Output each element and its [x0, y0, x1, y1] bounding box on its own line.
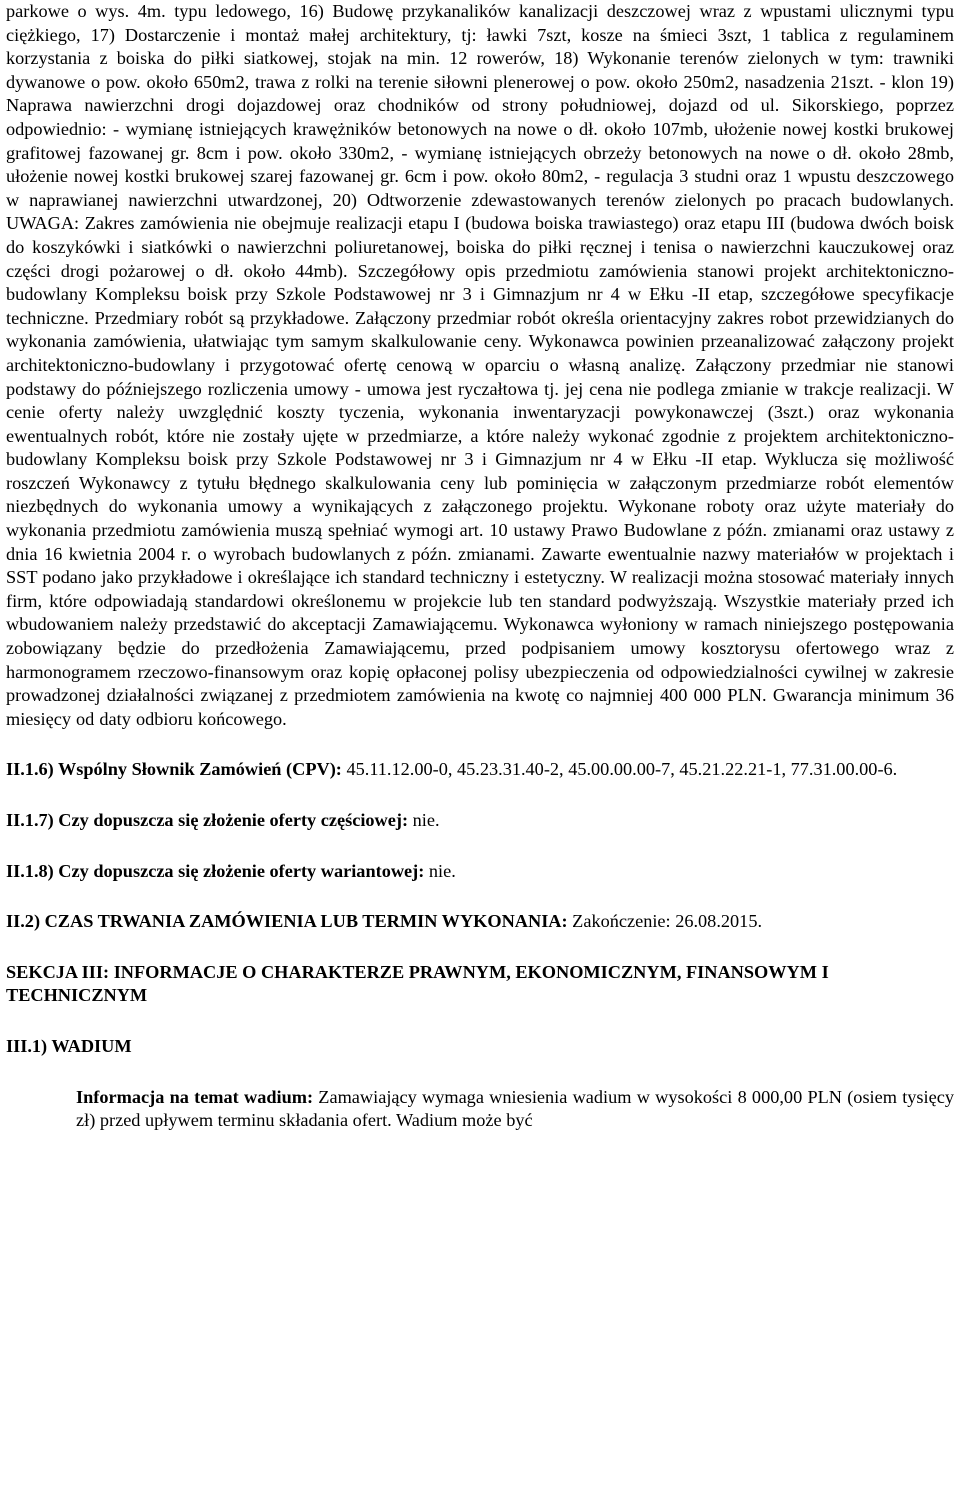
wadium-heading: III.1) WADIUM [6, 1035, 132, 1056]
document-page [6, 0, 954, 1133]
cpv-label: II.1.6) Wspólny Słownik Zamówień (CPV): [6, 759, 342, 780]
section-iii-title: SEKCJA III: INFORMACJE O CHARAKTERZE PRAWNYM, EKONOMICZNYM, FINANSOWYM I TECHNICZNYM [6, 961, 829, 1006]
duration-label: II.2) CZAS TRWANIA ZAMÓWIENIA LUB TERMIN WYKONANIA: [6, 911, 568, 932]
duration-entry [6, 910, 954, 934]
partial-offer-entry [6, 809, 954, 833]
variant-offer-label: II.1.8) Czy dopuszcza się złożenie oferty wariantowej: [6, 860, 425, 881]
variant-offer-value: nie. [424, 860, 456, 881]
order-description-paragraph: parkowe o wys. 4m. typu ledowego, 16) Budowę przykanalików kanalizacji deszczowej wraz z wpustami ulicznymi typu ciężkiego, 17) Dostarczenie i montaż małej architektury, tj: ławki 7szt, kosze na śmieci 3szt, 1 tablica z regulaminem korzystania z boiska do piłki siatkowej, stojak na min. 12 rowerów, 18) Wykonanie terenów zielonych w tym: trawniki dywanowe o pow. około 650m2, trawa z rolki na terenie siłowni plenerowej o pow. około 250m2, nasadzenia 21szt. - klon 19) Naprawa nawierzchni drogi dojazdowej oraz chodników od strony południowej, dojazd od ul. Sikorskiego, poprzez odpowiednio: - wymianę istniejących krawężników betonowych na nowe o dł. około 107mb, ułożenie nowej kostki brukowej grafitowej fazowanej gr. 8cm i pow. około 330m2, - wymianę istniejących obrzeży betonowych na nowe o dł. około 28mb, ułożenie nowej kostki brukowej szarej fazowanej gr. 6cm i pow. około 80m2, - regulacja 3 studni oraz 1 wpustu deszczowego w naprawianej nawierzchni utwardzonej, 20) Odtworzenie zdewastowanych terenów zielonych po pracach budowlanych. UWAGA: Zakres zamówienia nie obejmuje realizacji etapu I (budowa boiska trawiastego) oraz etapu III (budowa dwóch boisk do koszykówki i siatkówki o nawierzchni poliuretanowej, boiska do piłki ręcznej i tenisa o nawierzchni kauczukowej oraz części drogi pożarowej o dł. około 44mb). Szczegółowy opis przedmiotu zamówienia stanowi projekt architektoniczno-budowlany Kompleksu boisk przy Szkole Podstawowej nr 3 i Gimnazjum nr 4 w Ełku -II etap, szczegółowe specyfikacje techniczne. Przedmiary robót są przykładowe. Załączony przedmiar robót określa orientacyjny zakres robot przewidzianych do wykonania zamówienia, ułatwiając tym samym skalkulowanie ceny. Wykonawca powinien przeanalizować załączony projekt architektoniczno-budowlany i przygotować ofertę cenową w oparciu o własną analizę. Załączony przedmiar nie stanowi podstawy do późniejszego rozliczenia umowy - umowa jest ryczałtowa tj. jej cena nie podlega zmianie w trakcje realizacji. W cenie oferty należy uwzględnić koszty tyczenia, wykonania inwentaryzacji powykonawczej (3szt.) oraz wykonania ewentualnych robót, które nie zostały ujęte w przedmiarze, a które należy wykonać zgodnie z projektem architektoniczno-budowlany Kompleksu boisk przy Szkole Podstawowej nr 3 i Gimnazjum nr 4 w Ełku -II etap. Wyklucza się możliwość roszczeń Wykonawcy z tytułu błędnego skalkulowania ceny lub pominięcia w załączonym przedmiarze robót elementów niezbędnych do wykonania umowy a wynikających z załączonego projektu. Wykonane roboty oraz użyte materiały do wykonania przedmiotu zamówienia muszą spełniać wymogi art. 10 ustawy Prawo Budowlane z późn. zmianami oraz ustawy z dnia 16 kwietnia 2004 r. o wyrobach budowlanych z późn. zmianami. Zawarte ewentualnie nazwy materiałów w projektach i SST podano jako przykładowe i określające ich standard techniczny i estetyczny. W realizacji można stosować materiały innych firm, które odpowiadają standardowi określonemu w projekcie lub ten standard podwyższają. Wszystkie materiały przed ich wbudowaniem należy przedstawić do akceptacji Zamawiającemu. Wykonawca wyłoniony w ramach niniejszego postępowania zobowiązany będzie do przedłożenia Zamawiającemu, przed podpisaniem umowy kosztorysu ofertowego wraz z harmonogramem rzeczowo-finansowym oraz kopię opłaconej polisy ubezpieczenia od odpowiedzialności cywilnej w zakresie prowadzonej działalności związanej z przedmiotem zamówienia na kwotę co najmniej 400 000 PLN. Gwarancja minimum 36 miesięcy od daty odbioru końcowego. [6, 1, 954, 729]
variant-offer-entry [6, 860, 954, 884]
cpv-entry [6, 758, 954, 782]
wadium-info-value: Zamawiający wymaga wniesienia wadium w wysokości 8 000,00 PLN (osiem tysięcy zł) przed upływem terminu składania ofert. Wadium może być [76, 1086, 954, 1131]
duration-value: Zakończenie: 26.08.2015. [567, 911, 763, 932]
partial-offer-value: nie. [408, 810, 440, 830]
wadium-info-entry [6, 1086, 954, 1133]
wadium-info-label: Informacja na temat wadium: [76, 1086, 314, 1107]
cpv-value: 45.11.12.00-0, 45.23.31.40-2, 45.00.00.00-7, 45.21.22.21-1, 77.31.00.00-6. [341, 759, 898, 780]
partial-offer-label: II.1.7) Czy dopuszcza się złożenie oferty częściowej: [6, 810, 409, 830]
